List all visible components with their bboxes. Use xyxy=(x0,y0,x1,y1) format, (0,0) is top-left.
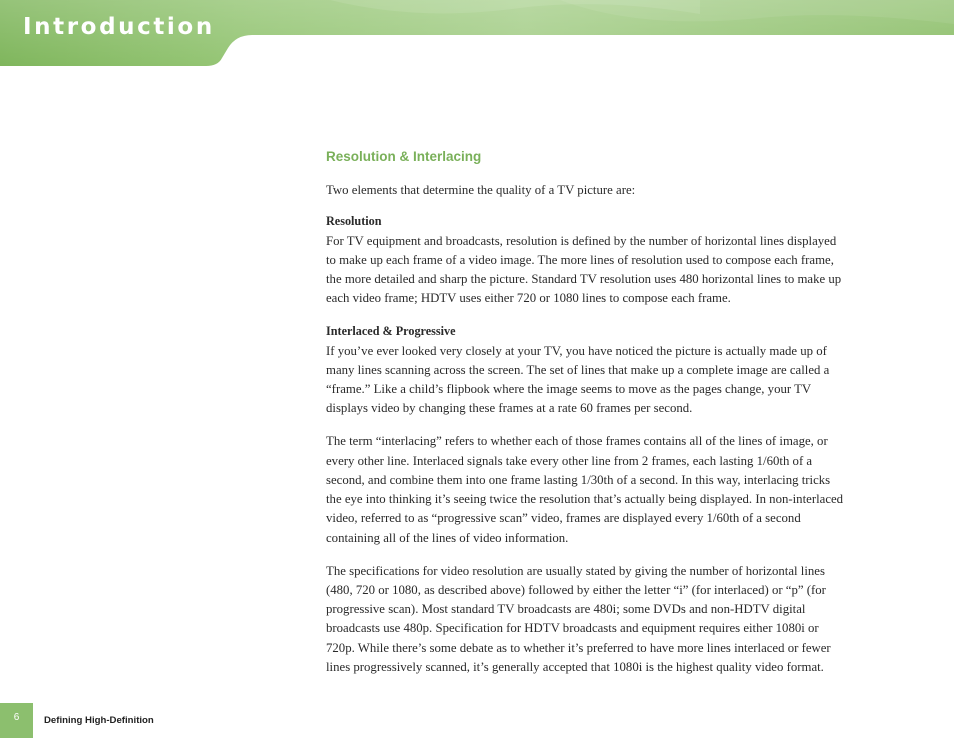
interlaced-text: If you’ve ever looked very closely at your TV, you have noticed the picture is actually made up of many lines scanning across the screen. The set of lines that make up a complete image are called a “frame.” Like a child’s flipbook where the image seems to move as the pages change, your TV displays video by changing these frames at a rate 60 frames per second. xyxy=(326,343,830,416)
resolution-block xyxy=(326,212,848,308)
interlaced-block xyxy=(326,322,848,418)
main-content xyxy=(326,148,848,691)
footer-label: Defining High-Definition xyxy=(44,715,154,726)
chapter-title: Introduction xyxy=(23,14,215,40)
intro-paragraph: Two elements that determine the quality of a TV picture are: xyxy=(326,183,636,197)
interlacing-paragraph: The term “interlacing” refers to whether each of those frames contains all of the lines of image, or every other line. Interlaced signals take every other line from 2 frames, each lasting 1/60th of a second, and combine them into one frame lasting 1/30th of a second. In this way, interlacing tricks the eye into thinking it’s seeing twice the resolution that’s actually being displayed. In non-interlaced video, referred to as “progressive scan” video, frames are displayed every 1/60th of a second containing all of the lines of video information. xyxy=(326,434,844,545)
section-heading: Resolution & Interlacing xyxy=(326,149,482,164)
interlaced-subhead: Interlaced & Progressive xyxy=(326,324,456,339)
specifications-paragraph: The specifications for video resolution are usually stated by giving the number of horizontal lines (480, 720 or 1080, as described above) followed by either the letter “i” (for interlaced) or “p” (for progressive scan). Most standard TV broadcasts are 480i; some DVDs and non-HDTV digital broadcasts use 480p. Specification for HDTV broadcasts and equipment requires either 1080i or 720p. While there’s some debate as to whether it’s preferred to have more lines interlaced or fewer lines progressively scanned, it’s generally accepted that 1080i is the highest quality video format. xyxy=(326,563,831,675)
resolution-text: For TV equipment and broadcasts, resolution is defined by the number of horizontal lines displayed to make up each frame of a video image. The more lines of resolution used to compose each frame, the more detailed and sharp the picture. Standard TV resolution uses 480 horizontal lines to make up each video frame; HDTV uses either 720 or 1080 lines to compose each frame. xyxy=(326,233,842,306)
page-number: 6 xyxy=(13,712,20,723)
resolution-subhead: Resolution xyxy=(326,214,382,229)
